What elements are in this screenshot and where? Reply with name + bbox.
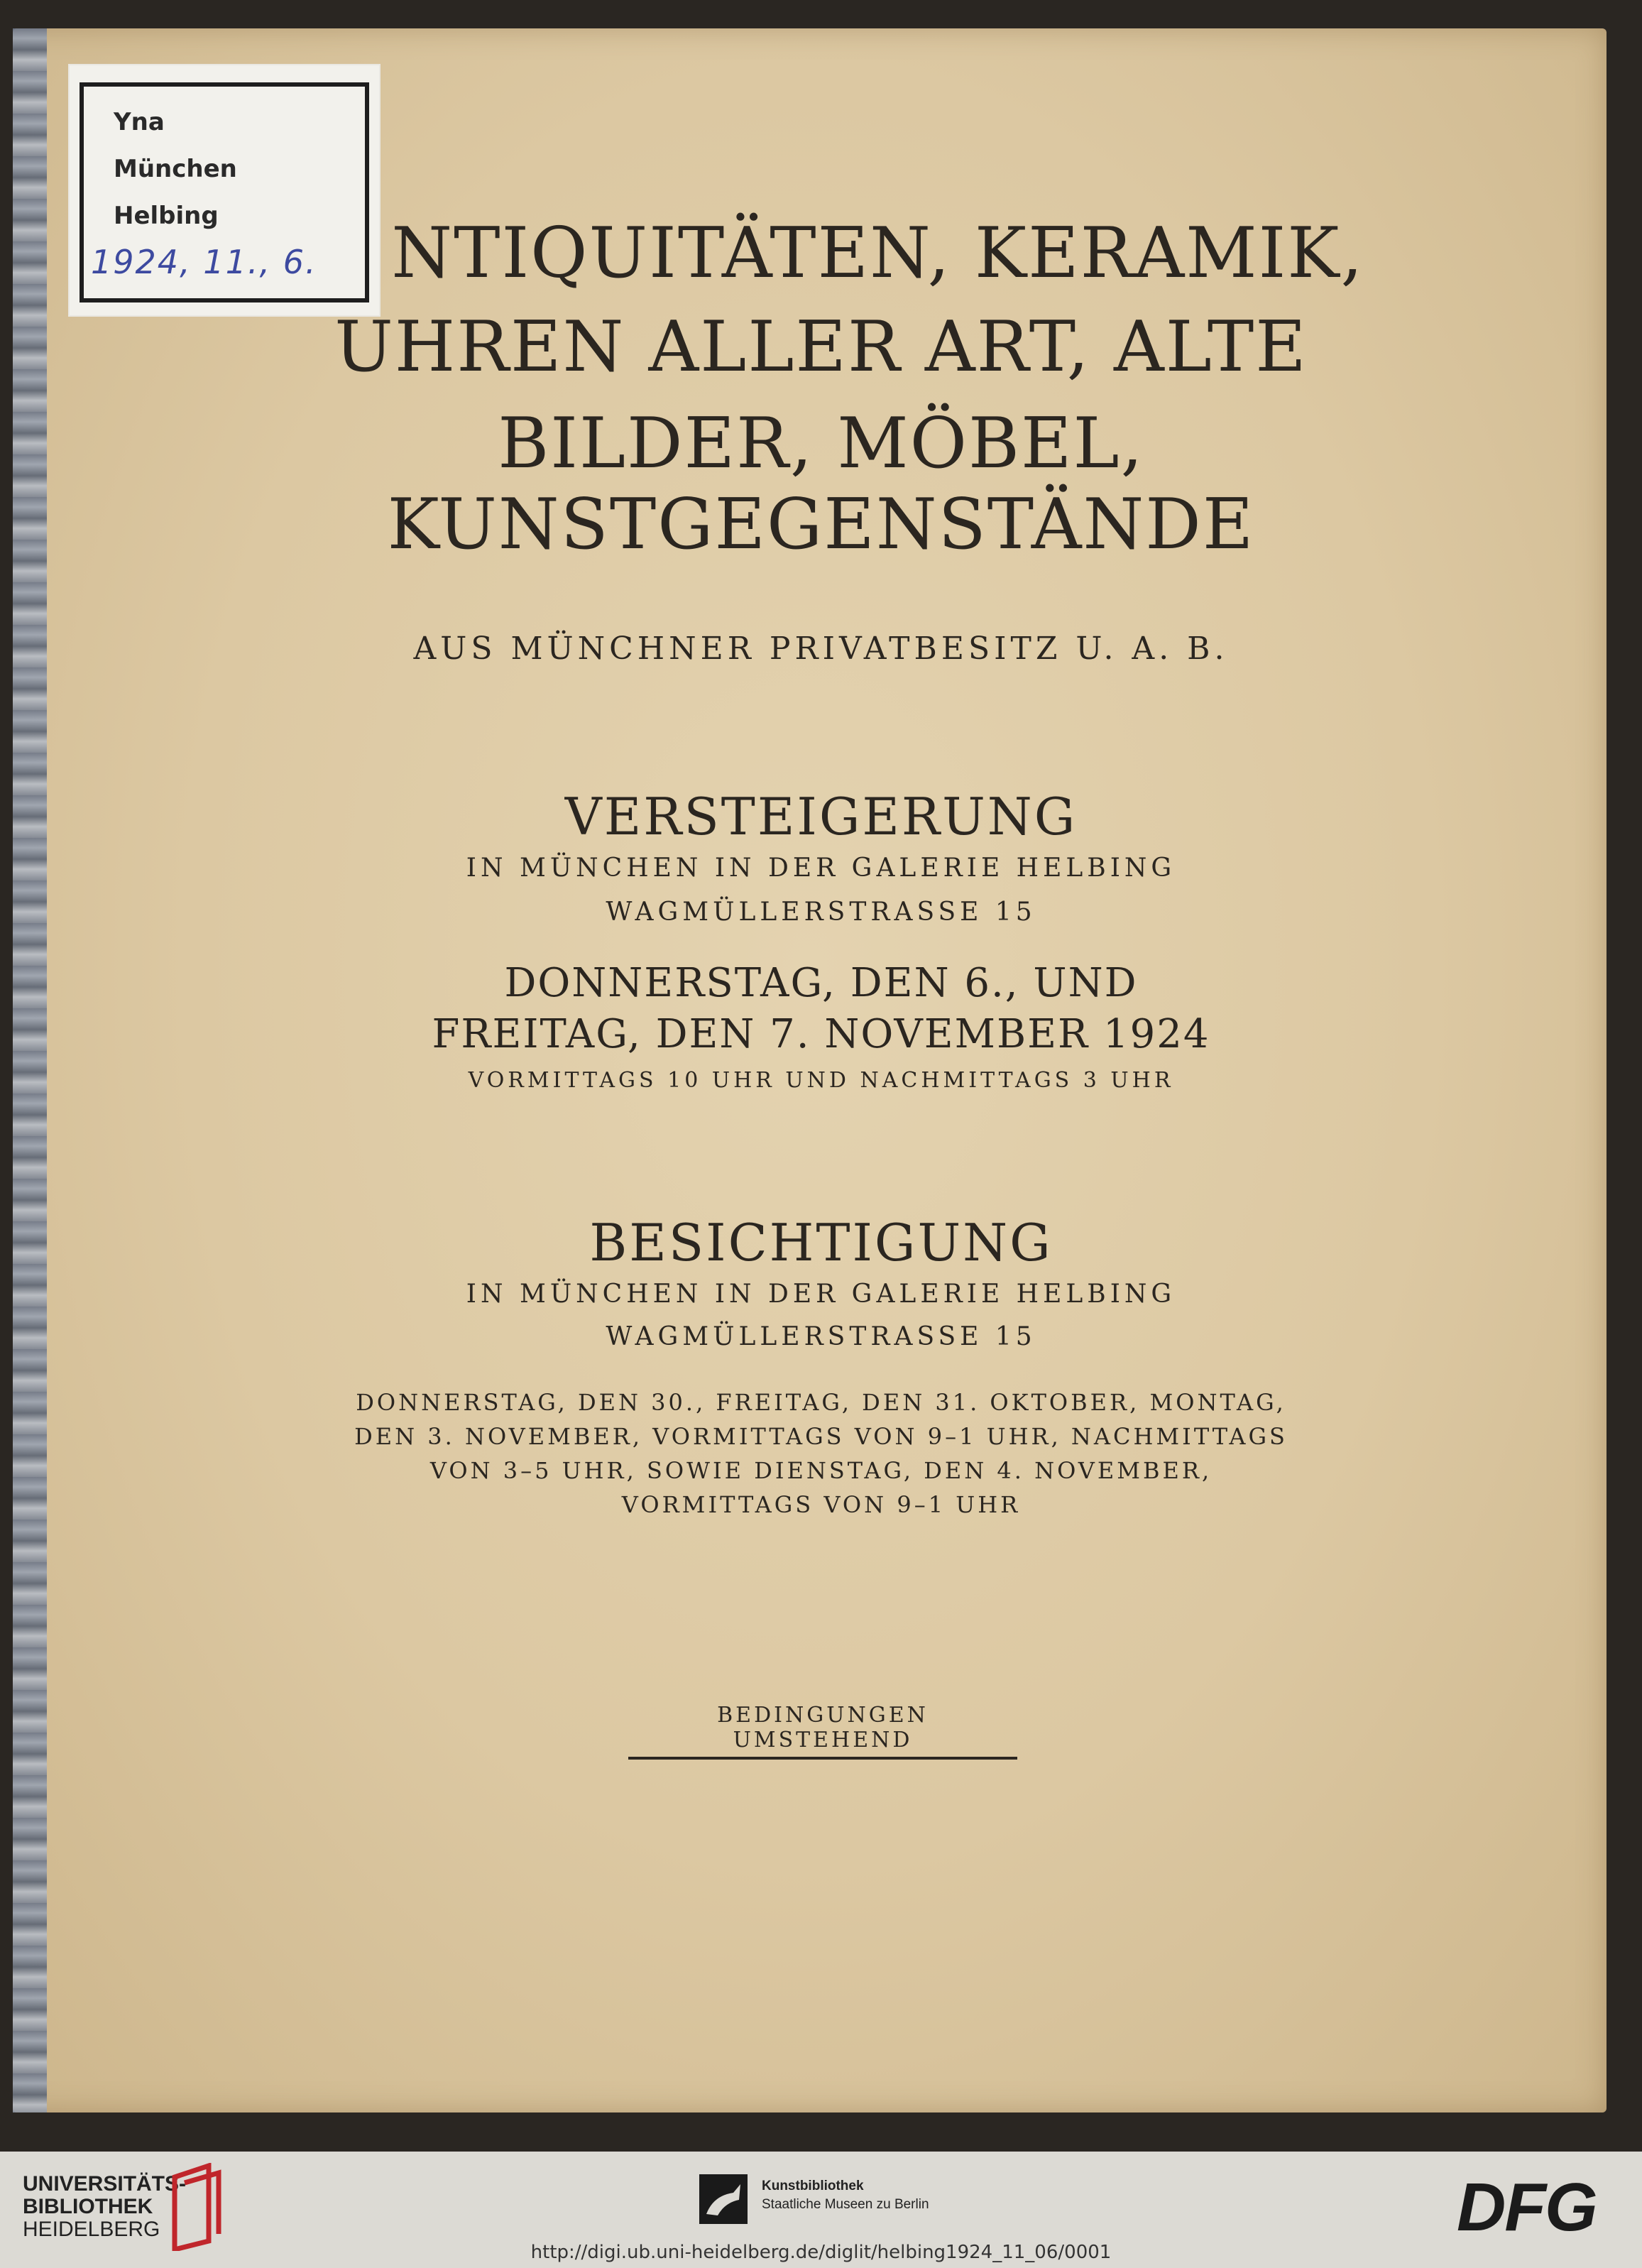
auction-date-line-1: DONNERSTAG, DEN 6., UND (504, 960, 1138, 1006)
conditions-note: BEDINGUNGEN UMSTEHEND (628, 1703, 1017, 1760)
kb-name: Kunstbibliothek (762, 2179, 864, 2193)
viewing-street: WAGMÜLLERSTRASSE 15 (606, 1322, 1036, 1351)
title-line-4: KUNSTGEGENSTÄNDE (387, 484, 1255, 565)
uni-line-2: BIBLIOTHEK (23, 2195, 153, 2218)
viewing-location: IN MÜNCHEN IN DER GALERIE HELBING (466, 1280, 1176, 1309)
title-line-2: UHREN ALLER ART, ALTE (334, 307, 1308, 388)
auction-location: IN MÜNCHEN IN DER GALERIE HELBING (466, 854, 1176, 883)
footer-bar (0, 2152, 1642, 2268)
auction-date-line-2: FREITAG, DEN 7. NOVEMBER 1924 (432, 1011, 1210, 1057)
subtitle: AUS MÜNCHNER PRIVATBESITZ U. A. B. (413, 631, 1229, 667)
heidelberg-library-logo-icon (168, 2163, 227, 2251)
dfg-logo: DFG (1457, 2169, 1597, 2245)
auction-street: WAGMÜLLERSTRASSE 15 (606, 898, 1036, 927)
uni-line-3: HEIDELBERG (23, 2218, 160, 2241)
kunstbibliothek-logo-text (762, 2177, 929, 2214)
label-line-1: Yna (114, 108, 165, 136)
label-line-3: Helbing (114, 202, 219, 230)
auction-times: VORMITTAGS 10 UHR UND NACHMITTAGS 3 UHR (468, 1068, 1174, 1093)
viewing-schedule-line-4: VORMITTAGS VON 9–1 UHR (621, 1491, 1021, 1518)
viewing-schedule-line-1: DONNERSTAG, DEN 30., FREITAG, DEN 31. OKTOBER, MONTAG, (356, 1389, 1286, 1416)
heidelberg-library-logo-text (23, 2173, 186, 2241)
label-line-2: München (114, 155, 237, 183)
viewing-schedule-line-3: VON 3–5 UHR, SOWIE DIENSTAG, DEN 4. NOVEMBER, (429, 1457, 1213, 1484)
title-line-1: NTIQUITÄTEN, KERAMIK, (391, 213, 1364, 294)
label-handwritten-date: 1924, 11., 6. (91, 243, 317, 281)
kb-subtitle: Staatliche Museen zu Berlin (762, 2197, 929, 2212)
viewing-schedule-line-2: DEN 3. NOVEMBER, VORMITTAGS VON 9–1 UHR, NACHMITTAGS (354, 1423, 1288, 1450)
source-url: http://digi.ub.uni-heidelberg.de/diglit/helbing1924_11_06/0001 (530, 2242, 1112, 2263)
uni-line-1: UNIVERSITÄTS- (23, 2172, 187, 2196)
title-line-3: BILDER, MÖBEL, (498, 403, 1144, 484)
auction-heading: VERSTEIGERUNG (564, 787, 1078, 846)
viewing-heading: BESICHTIGUNG (589, 1213, 1053, 1272)
kunstbibliothek-logo-icon (699, 2174, 748, 2224)
